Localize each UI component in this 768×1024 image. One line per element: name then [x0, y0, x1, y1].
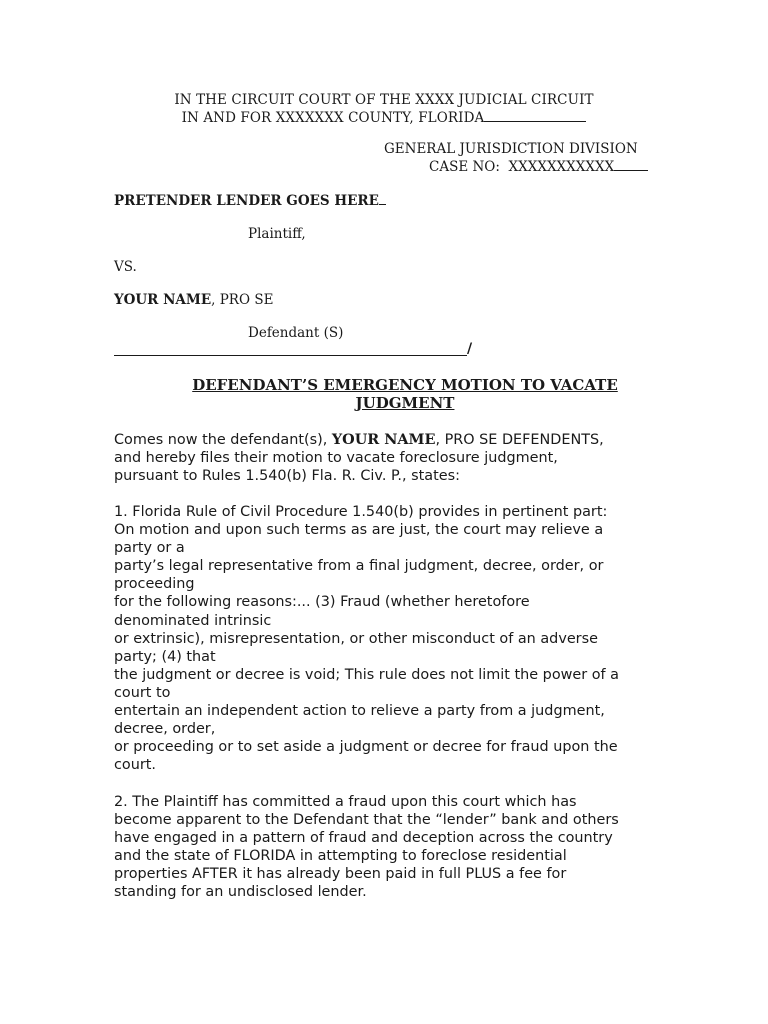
motion-title-line2: JUDGMENT	[355, 394, 455, 412]
paragraph-2	[114, 793, 659, 902]
plaintiff-label: Plaintiff,	[248, 226, 306, 242]
paragraph-1-line: or proceeding or to set aside a judgment or decree for fraud upon the	[114, 739, 618, 756]
paragraph-1-line: proceeding	[114, 576, 195, 593]
case-number-value: XXXXXXXXXXX	[508, 159, 615, 175]
case-number-label: CASE NO:	[429, 159, 500, 175]
paragraph-1	[114, 503, 659, 774]
paragraph-1-line: the judgment or decree is void; This rule does not limit the power of a	[114, 666, 620, 683]
case-number-blank-underline	[614, 158, 648, 171]
defendant-name: YOUR NAME	[114, 292, 212, 308]
defendant-name-line	[114, 292, 273, 309]
intro-line-1	[114, 431, 659, 449]
plaintiff-name-line	[114, 192, 386, 210]
paragraph-1-line: decree, order,	[114, 721, 216, 738]
motion-title-line1: DEFENDANT’S EMERGENCY MOTION TO VACATE	[192, 376, 618, 394]
intro-suffix: , PRO SE DEFENDENTS,	[435, 432, 604, 448]
court-header	[0, 92, 768, 127]
defendant-label: Defendant (S)	[248, 325, 344, 341]
paragraph-2-line: and the state of FLORIDA in attempting to foreclose residential	[114, 848, 567, 865]
plaintiff-name: PRETENDER LENDER GOES HERE	[114, 193, 379, 209]
paragraph-1-line: denominated intrinsic	[114, 612, 272, 629]
paragraph-2-line: have engaged in a pattern of fraud and deception across the country	[114, 830, 613, 847]
paragraph-1-line: or extrinsic), misrepresentation, or other misconduct of an adverse	[114, 630, 598, 647]
paragraph-1-line: party’s legal representative from a final judgment, decree, order, or	[114, 558, 604, 575]
court-header-line1: IN THE CIRCUIT COURT OF THE XXXX JUDICIAL CIRCUIT	[174, 92, 594, 108]
court-county-text: IN AND FOR XXXXXXX COUNTY, FLORIDA	[181, 110, 485, 126]
intro-defendant-name: YOUR NAME	[331, 431, 436, 448]
plaintiff-blank-underline	[379, 192, 386, 205]
paragraph-1-line: court to	[114, 684, 171, 701]
paragraph-2-line: properties AFTER it has already been paid in full PLUS a fee for	[114, 866, 567, 883]
division-name: GENERAL JURISDICTION DIVISION	[384, 141, 638, 157]
paragraph-1-line: court.	[114, 757, 156, 774]
caption-slash: /	[467, 341, 473, 357]
paragraph-2-line: standing for an undisclosed lender.	[114, 884, 367, 901]
paragraph-2-line: become apparent to the Defendant that the “lender” bank and others	[114, 812, 619, 829]
paragraph-1-line: 1. Florida Rule of Civil Procedure 1.540(b) provides in pertinent part:	[114, 504, 608, 520]
intro-line-2: and hereby files their motion to vacate foreclosure judgment,	[114, 450, 558, 467]
paragraph-1-line: party or a	[114, 540, 185, 557]
court-header-line2	[0, 109, 768, 127]
paragraph-1-line: party; (4) that	[114, 648, 216, 665]
versus-label: VS.	[114, 259, 137, 275]
caption-divider-rule	[114, 355, 467, 356]
intro-paragraph	[114, 431, 659, 485]
case-number-line	[384, 158, 654, 176]
county-blank-underline	[484, 109, 586, 122]
intro-line-3: pursuant to Rules 1.540(b) Fla. R. Civ. P., states:	[114, 468, 460, 485]
paragraph-1-line: for the following reasons:... (3) Fraud (whether heretofore	[114, 594, 530, 611]
motion-title	[180, 376, 630, 412]
defendant-suffix: , PRO SE	[211, 292, 274, 308]
intro-prefix: Comes now the defendant(s),	[114, 432, 332, 448]
paragraph-2-line: 2. The Plaintiff has committed a fraud upon this court which has	[114, 794, 577, 810]
paragraph-1-line: On motion and upon such terms as are just, the court may relieve a	[114, 522, 604, 539]
paragraph-1-line: entertain an independent action to relieve a party from a judgment,	[114, 703, 605, 720]
division-block	[384, 141, 654, 176]
